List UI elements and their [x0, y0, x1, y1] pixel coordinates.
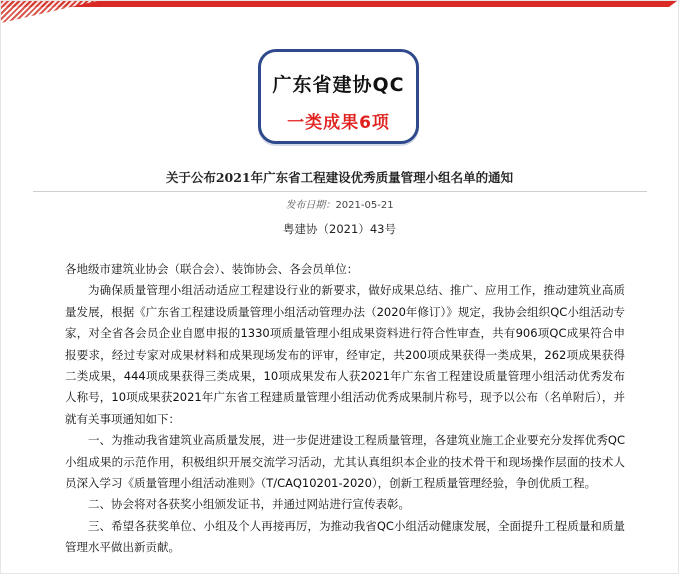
- publish-date-label: 发布日期：: [285, 200, 336, 211]
- salutation: 各地级市建筑业协会（联合会）、装饰协会、各会员单位：: [65, 262, 359, 276]
- paragraph-item-2: 二、协会将对各获奖小组颁发证书，并通过网站进行宣传表彰。: [88, 497, 410, 512]
- top-red-rule: [1, 1, 669, 7]
- publish-date-value: 2021-05-21: [335, 200, 394, 211]
- corner-stripe-decoration: [1, 1, 97, 23]
- publish-date: [1, 196, 678, 211]
- title-divider: [33, 191, 647, 192]
- notice-body: [65, 259, 625, 559]
- document-number: 粤建协（2021）43号: [283, 222, 396, 236]
- paragraph-item-1: 一、为推动我省建筑业高质量发展，进一步促进建设工程质量管理，各建筑业施工企业要充分发挥优秀QC小组成果的示范作用，积极组织开展交流学习活动，尤其认真组织本企业的技术骨干和现场操作层面的技术人员深入学习《质量管理小组活动准则》（T/CAQ10201-2020），创新工程质量管理经验，争创优质工程。: [65, 433, 625, 491]
- badge-subtitle: 一类成果6项: [287, 113, 390, 133]
- highlight-badge: [258, 49, 419, 144]
- badge-title: 广东省建协QC: [272, 74, 405, 96]
- notice-title: 关于公布2021年广东省工程建设优秀质量管理小组名单的通知: [165, 170, 514, 185]
- paragraph-item-3: 三、希望各获奖单位、小组及个人再接再厉，为推动我省QC小组活动健康发展，全面提升工程质量和质量管理水平做出新贡献。: [65, 518, 625, 555]
- paragraph-intro: 为确保质量管理小组活动适应工程建设行业的新要求，做好成果总结、推广、应用工作，推动建筑业高质量发展，根据《广东省工程建设质量管理小组活动管理办法（2020年修订）》规定，我协会组织QC小组活动专家，对全省各会员企业自愿申报的1330项质量管理小组成果资料进行符合性审查，共有906项QC成果符合申报要求，经过专家对成果材料和成果现场发布的评审，经审定，共200项成果获得一类成果，262项成果获得二类成果，444项成果获得三类成果，10项成果发布人获2021年广东省工程建设质量管理小组活动优秀发布人称号，10项成果获2021年广东省工程建质量管理小组活动优秀成果制片称号，现予以公布（名单附后），并就有关事项通知如下：: [65, 283, 625, 426]
